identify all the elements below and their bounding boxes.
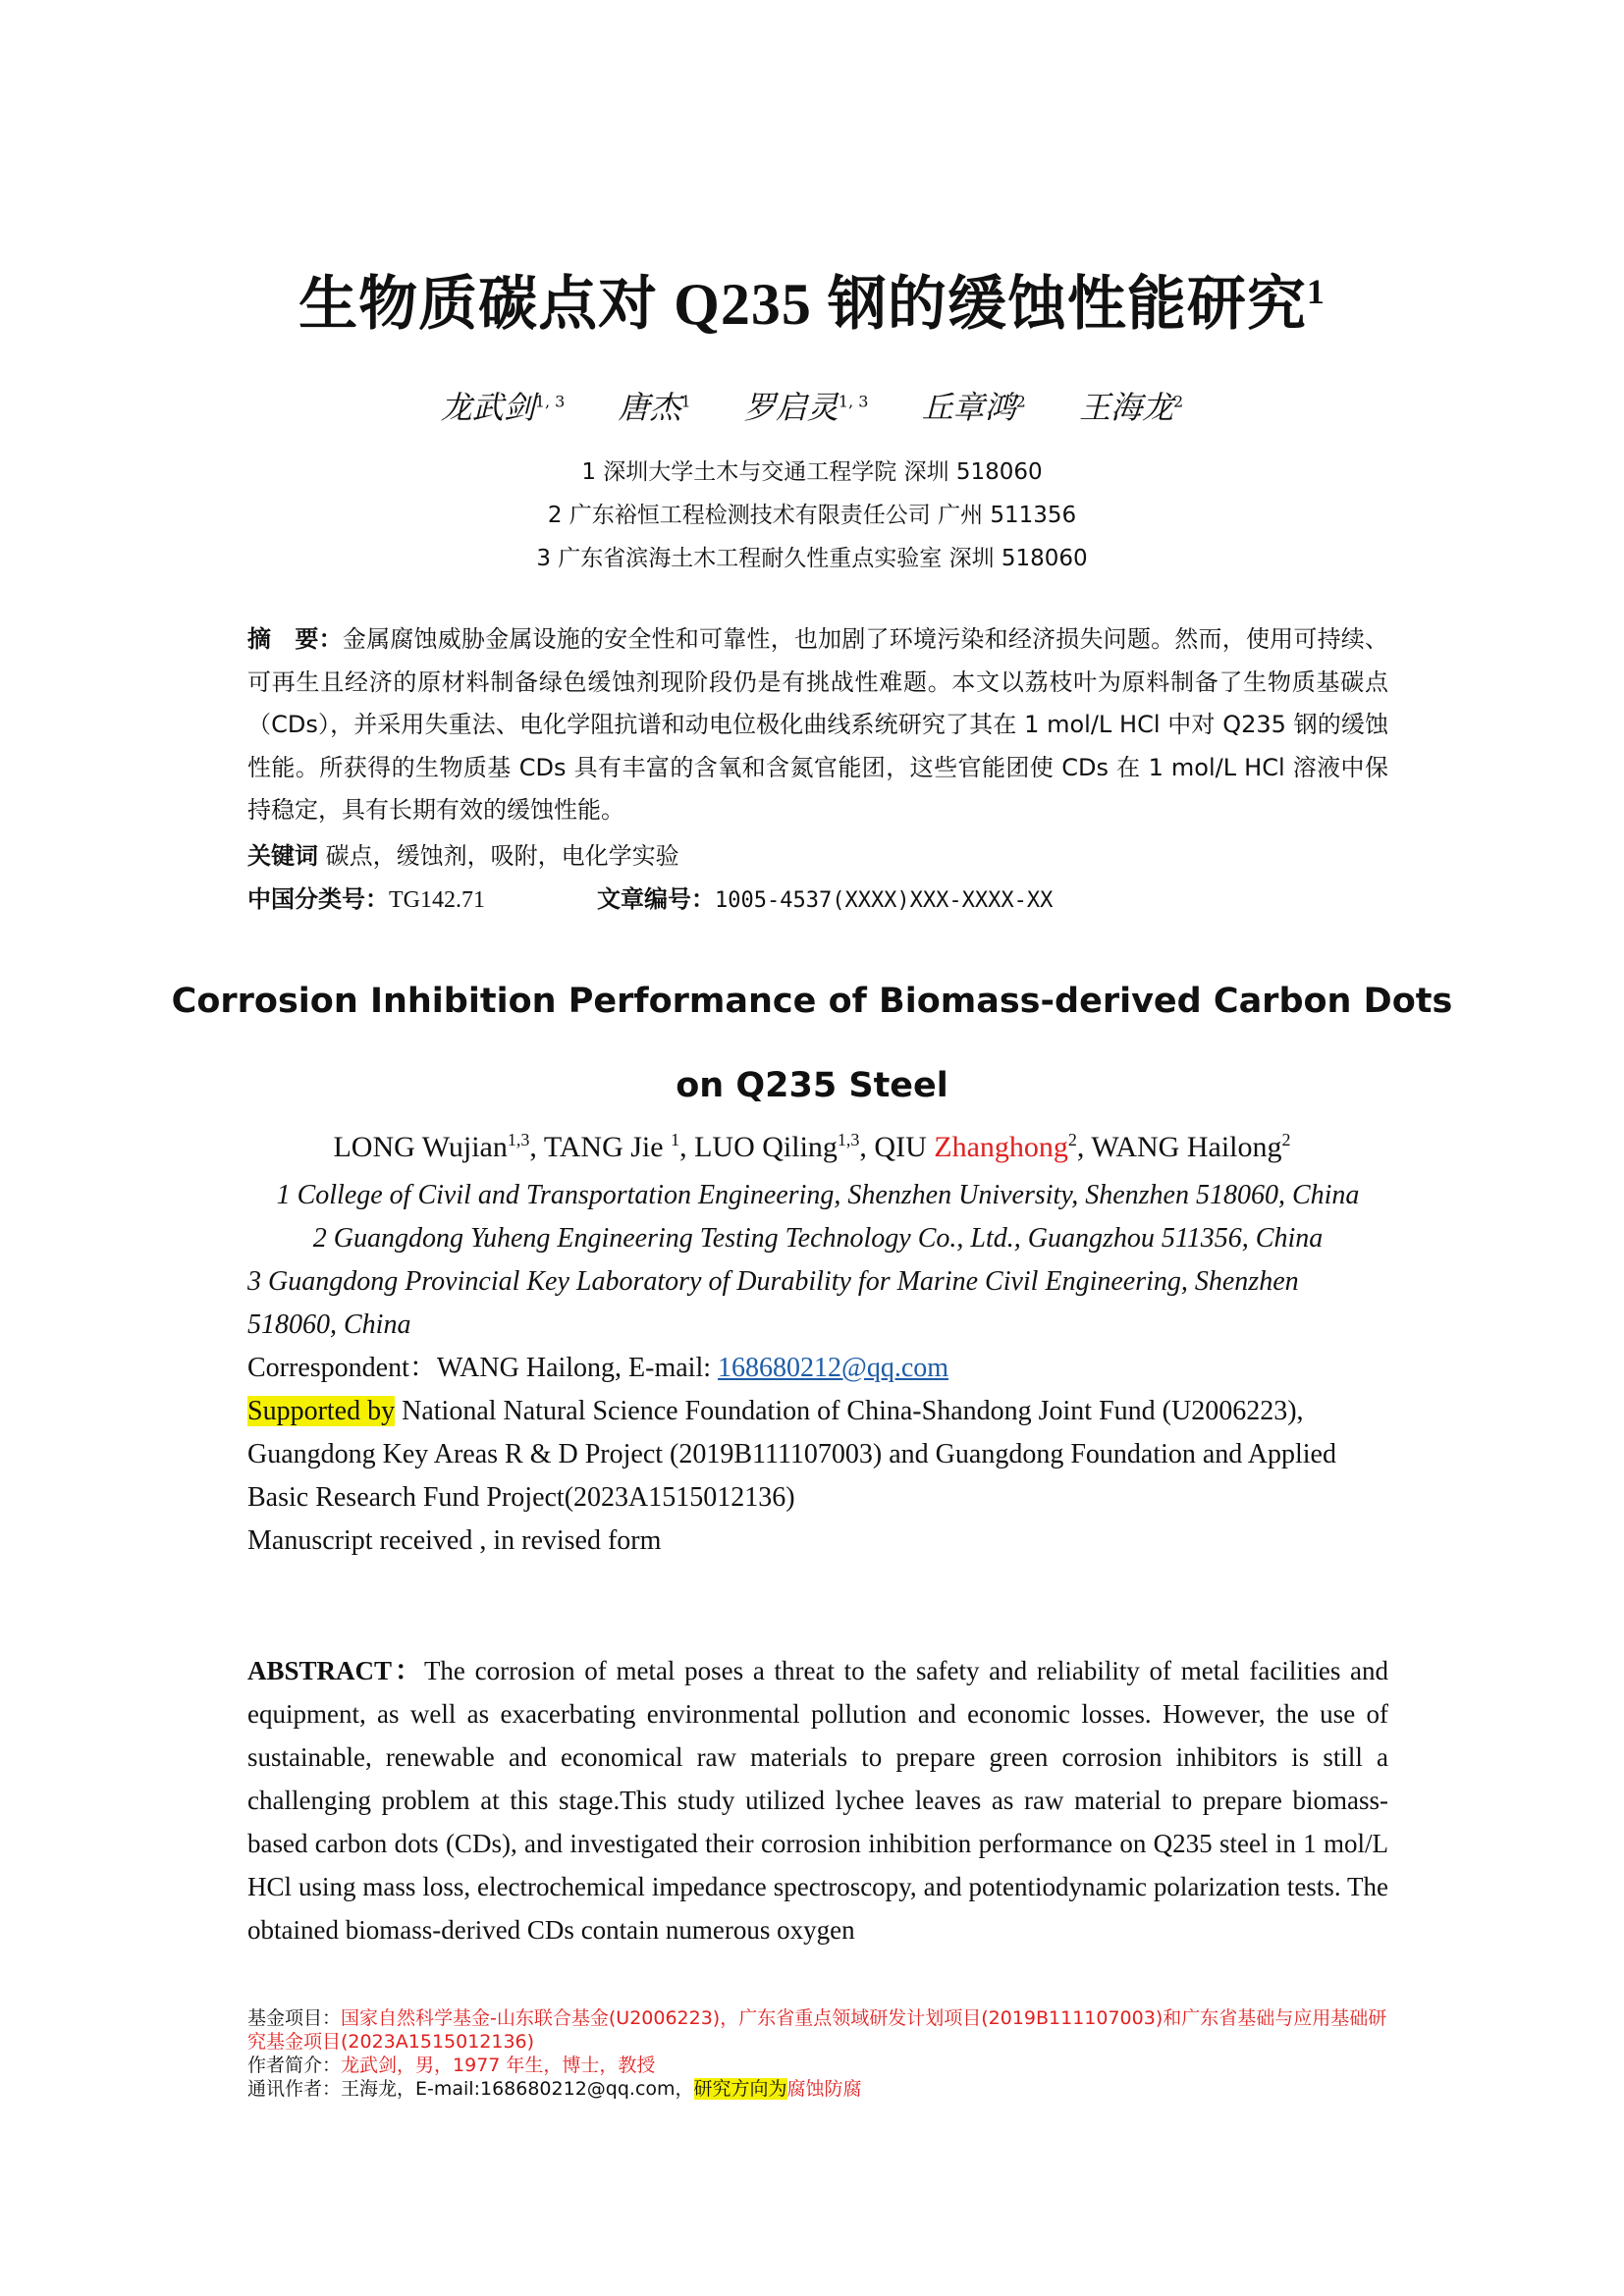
cn-author: 王海龙$^2$ (1078, 389, 1184, 426)
cn-abstract-text: 金属腐蚀威胁金属设施的安全性和可靠性，也加剧了环境污染和经济损失问题。然而，使用可持续、可再生且经济的原材料制备绿色缓蚀剂现阶段仍是有挑战性难题。本文以荔枝叶为原料制备了生物质基碳点（CDs），并采用失重法、电化学阻抗谱和动电位极化曲线系统研究了其在 1 mol/L HCl 中对 Q235 钢的缓蚀性能。所获得的生物质基 CDs 具有丰富的含氧和含氮官能团，这些官能团使 CDs 在 1 mol/L HCl 溶液中保持稳定，具有长期有效的缓蚀性能。 (247, 625, 1389, 824)
cn-abstract (247, 618, 1388, 832)
cn-author: 龙武剑$^{1, 3}$ (440, 389, 566, 426)
cn-keywords-label: 关键词 (247, 842, 318, 870)
cn-class-label: 中国分类号： (247, 885, 389, 913)
cn-class-value: TG142.71 (389, 887, 485, 913)
en-affiliation: 2 Guangdong Yuheng Engineering Testing Technology Co., Ltd., Guangzhou 511356, China (312, 1223, 1324, 1254)
en-support (247, 1390, 1388, 1520)
en-support-label: Supported by (247, 1396, 396, 1426)
cn-author: 罗启灵$^{1, 3}$ (743, 389, 869, 426)
footnote-fund-text: 国家自然科学基金-山东联合基金(U2006223)，广东省重点领域研发计划项目(2019B111107003)和广东省基础与应用基础研究基金项目(2023A1515012136) (247, 2007, 1387, 2053)
cn-abstract-label: 摘 要： (247, 625, 343, 653)
en-title-line1: Corrosion Inhibition Performance of Biomass-derived Carbon Dots (171, 982, 1453, 1021)
cn-title-text: 生物质碳点对 Q235 钢的缓蚀性能研究 (298, 272, 1307, 337)
footnote-research-label: 研究方向为 (693, 2078, 787, 2100)
cn-author: 丘章鸿$^2$ (921, 389, 1026, 426)
footnote-corr-text: 王海龙，E-mail:168680212@qq.com， (341, 2078, 694, 2100)
en-author: QIU Zhanghong$^2$, (874, 1130, 1092, 1163)
footnote-fund (247, 2006, 1388, 2054)
cn-classification (247, 880, 1388, 914)
cn-author: 唐杰$^1$ (618, 389, 691, 426)
cn-authors (0, 383, 1624, 428)
cn-title (0, 257, 1624, 342)
en-support-text: National Natural Science Foundation of China-Shandong Joint Fund (U2006223), Guangdong Key Areas R & D Project (2019B111107003) and Guangdong Foundation and Applied Basic Research Fund Project(2023A1515012136) (247, 1396, 1336, 1513)
footnote-author (247, 2054, 1388, 2077)
cn-keywords (247, 836, 679, 871)
footnote-author-text: 龙武剑，男，1977 年生，博士，教授 (341, 2055, 656, 2076)
en-author: TANG Jie $^1$, (543, 1130, 695, 1163)
cn-keywords-text: 碳点，缓蚀剂，吸附，电化学实验 (325, 842, 679, 870)
en-abstract-label: ABSTRACT： (247, 1656, 424, 1685)
cn-article-label: 文章编号： (597, 885, 715, 913)
footnote-correspondent (247, 2077, 1388, 2101)
footnote-research-text: 腐蚀防腐 (786, 2078, 862, 2100)
en-author: WANG Hailong$^2$ (1091, 1130, 1291, 1163)
en-title-line2: on Q235 Steel (676, 1066, 948, 1105)
footnote-fund-label: 基金项目： (247, 2007, 342, 2029)
cn-affiliation: 2 广东裕恒工程检测技术有限责任公司 广州 511356 (547, 503, 1077, 528)
en-author: LUO Qiling$^{1,3}$, (694, 1130, 875, 1163)
en-correspondent (247, 1347, 1388, 1390)
en-manuscript: Manuscript received , in revised form (247, 1525, 662, 1556)
cn-article-number (597, 880, 1053, 914)
email-link[interactable]: 168680212@qq.com (718, 1353, 949, 1383)
en-abstract-text: The corrosion of metal poses a threat to the safety and reliability of metal facilities and equipment, as well as exacerbating environmental pollution and economic losses. However, the use of sustainable, renewable and economical raw materials to prepare green corrosion inhibitors is still a challenging problem at this stage.This study utilized lychee leaves as raw material to prepare biomass-based carbon dots (CDs), and investigated their corrosion inhibition performance on Q235 steel in 1 mol/L HCl using mass loss, electrochemical impedance spectroscopy, and potentiodynamic polarization tests. The obtained biomass-derived CDs contain numerous oxygen (247, 1656, 1389, 1945)
en-authors (0, 1131, 1624, 1164)
cn-affiliation: 1 深圳大学土木与交通工程学院 深圳 518060 (581, 459, 1043, 485)
en-correspondent-label: Correspondent：WANG Hailong, E-mail: (247, 1353, 719, 1383)
cn-title-footnote-mark: 1 (1306, 272, 1326, 311)
en-abstract (247, 1649, 1388, 1951)
footnote-author-label: 作者简介： (247, 2055, 342, 2076)
en-author: LONG Wujian$^{1,3}$, (333, 1130, 544, 1163)
en-affiliation: 3 Guangdong Provincial Key Laboratory of Durability for Marine Civil Engineering, Shenzhen 518060, China (247, 1266, 1299, 1340)
en-affiliation: 1 College of Civil and Transportation Engineering, Shenzhen University, Shenzhen 518060, China (276, 1180, 1360, 1210)
cn-affiliation: 3 广东省滨海土木工程耐久性重点实验室 深圳 518060 (536, 546, 1088, 571)
footnote-corr-label: 通讯作者： (247, 2078, 342, 2100)
cn-article-value: 1005-4537(XXXX)XXX-XXXX-XX (715, 888, 1054, 913)
